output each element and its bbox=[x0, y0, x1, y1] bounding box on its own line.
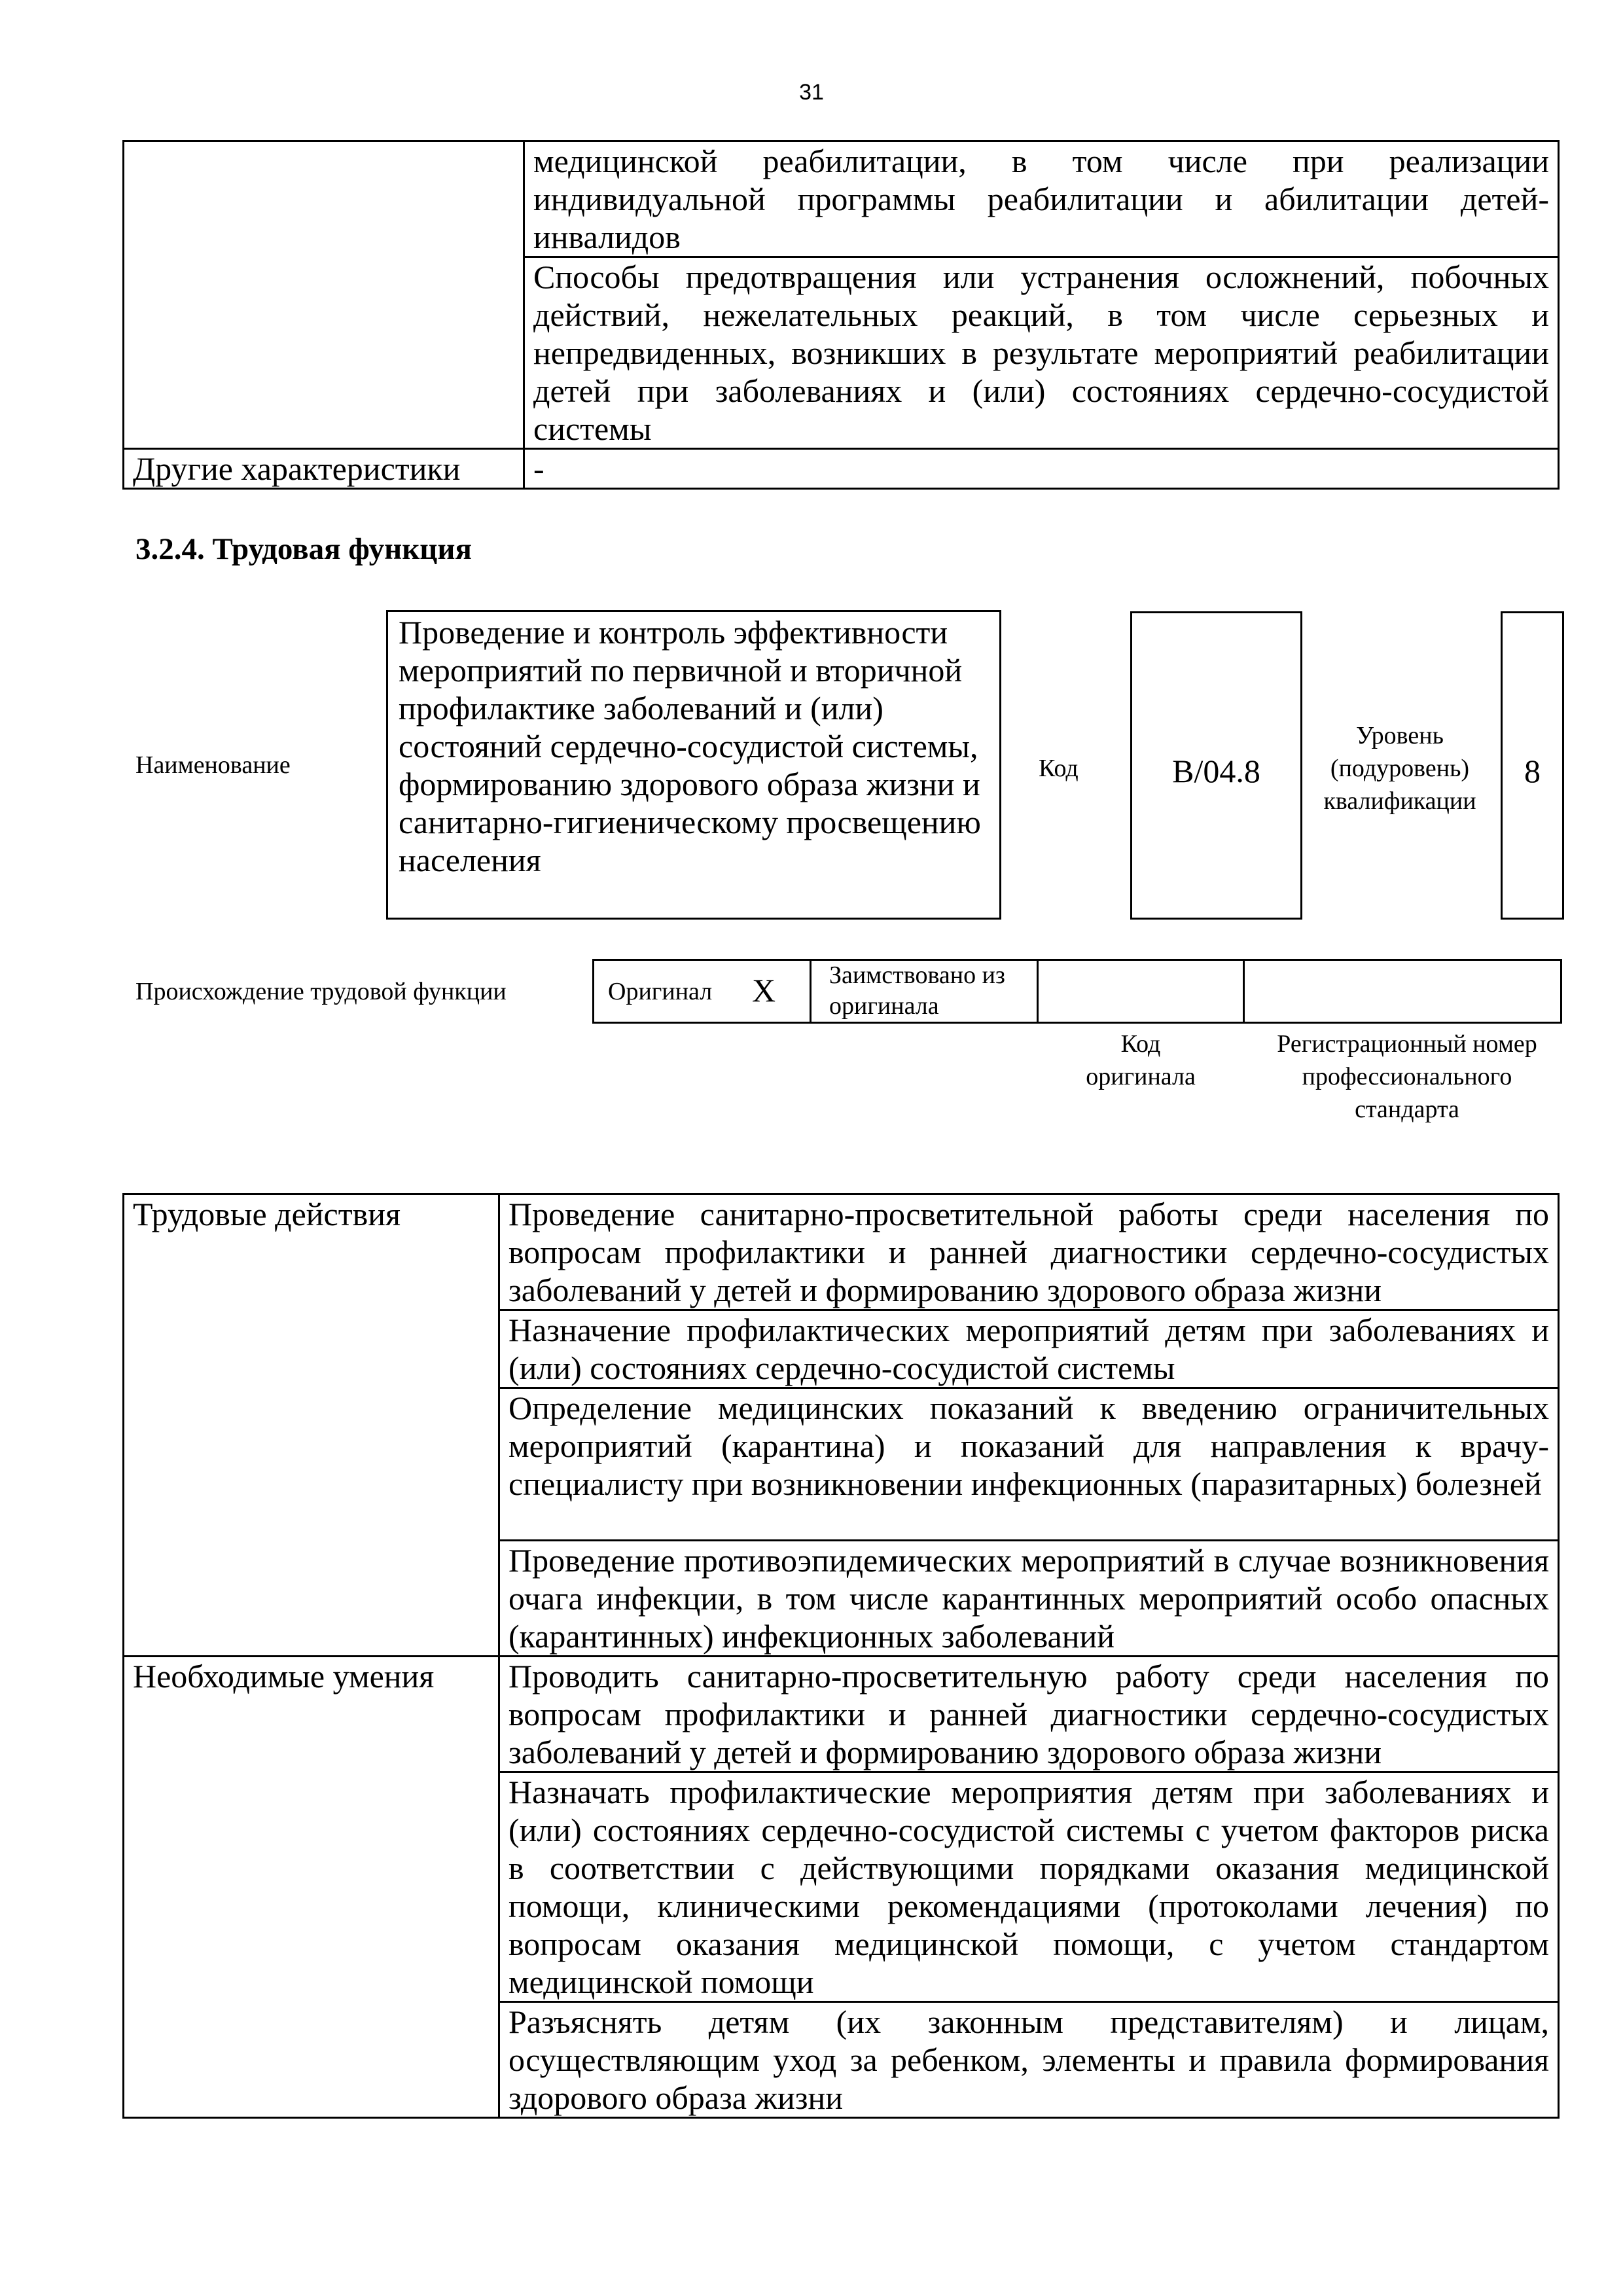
action-item: Проведение противоэпидемических мероприятий в случае возникновения очага инфекции, в том числе карантинных мероприятий особо опасных (карантинных) инфекционных заболеваний bbox=[499, 1541, 1559, 1657]
function-name-box bbox=[386, 610, 1001, 920]
table-cell: - bbox=[524, 449, 1559, 489]
row-label: Другие характеристики bbox=[124, 449, 524, 489]
skills-label: Необходимые умения bbox=[124, 1657, 499, 2118]
empty-label-cell bbox=[124, 141, 524, 449]
origin-divider bbox=[1243, 959, 1245, 1024]
table-cell: медицинской реабилитации, в том числе при реализации индивидуальной программы реабилитации и абилитации детей-инвалидов bbox=[524, 141, 1559, 257]
code-label: Код bbox=[1039, 755, 1079, 782]
skill-item: Разъяснять детям (их законным представителям) и лицам, осуществляющим уход за ребенком, элементы и правила формирования здорового образа жизни bbox=[499, 2002, 1559, 2118]
origin-label: Происхождение трудовой функции bbox=[135, 978, 507, 1005]
table-cell: Способы предотвращения или устранения осложнений, побочных действий, нежелательных реакций, в том числе серьезных и непредвиденных, возникших в результате мероприятий реабилитации детей при заболеваниях и (или) состояниях сердечно-сосудистой системы bbox=[524, 257, 1559, 449]
code-value: B/04.8 bbox=[1172, 753, 1260, 789]
level-label: Уровень (подуровень) квалификации bbox=[1323, 722, 1476, 815]
origin-table bbox=[592, 959, 1562, 1024]
skill-item: Назначать профилактические мероприятия детям при заболеваниях и (или) состояниях сердечно-сосудистой системы с учетом факторов риска в соответствии с действующими порядками оказания медицинской помощи, клиническими рекомендациями (протоколами лечения) по вопросам оказания медицинской помощи, с учетом стандартом медицинской помощи bbox=[499, 1772, 1559, 2002]
action-item: Назначение профилактических мероприятий детям при заболеваниях и (или) состояниях сердечно-сосудистой системы bbox=[499, 1310, 1559, 1388]
reg-number-caption: Регистрационный номер профессионального стандарта bbox=[1277, 1030, 1537, 1123]
actions-label: Трудовые действия bbox=[124, 1194, 499, 1657]
code-box bbox=[1130, 611, 1302, 920]
labor-table bbox=[122, 1193, 1560, 2119]
function-name: Проведение и контроль эффективности мероприятий по первичной и вторичной профилактике заболеваний и (или) состояний сердечно-сосудистой системы, формированию здорового образа жизни и санитарно-гигиеническому просвещению населения bbox=[399, 614, 981, 878]
origin-divider bbox=[1037, 959, 1039, 1024]
borrowed-label: Заимствовано из оригинала bbox=[829, 961, 1005, 1020]
original-mark: X bbox=[752, 972, 776, 1009]
page-number: 31 bbox=[799, 80, 824, 105]
name-label: Наименование bbox=[135, 751, 291, 779]
original-label: Оригинал bbox=[608, 978, 713, 1005]
level-box bbox=[1501, 611, 1564, 920]
original-code-caption: Код оригинала bbox=[1086, 1030, 1196, 1090]
level-value: 8 bbox=[1524, 753, 1541, 789]
continuation-table bbox=[122, 140, 1560, 490]
skill-item: Проводить санитарно-просветительную работу среди населения по вопросам профилактики и ранней диагностики сердечно-сосудистых заболеваний у детей и формированию здорового образа жизни bbox=[499, 1657, 1559, 1772]
action-item: Проведение санитарно-просветительной работы среди населения по вопросам профилактики и ранней диагностики сердечно-сосудистых заболеваний у детей и формированию здорового образа жизни bbox=[499, 1194, 1559, 1310]
origin-divider bbox=[810, 959, 812, 1024]
section-heading: 3.2.4. Трудовая функция bbox=[135, 532, 472, 566]
action-item: Определение медицинских показаний к введению ограничительных мероприятий (карантина) и показаний для направления к врачу-специалисту при возникновении инфекционных (паразитарных) болезней bbox=[499, 1388, 1559, 1541]
